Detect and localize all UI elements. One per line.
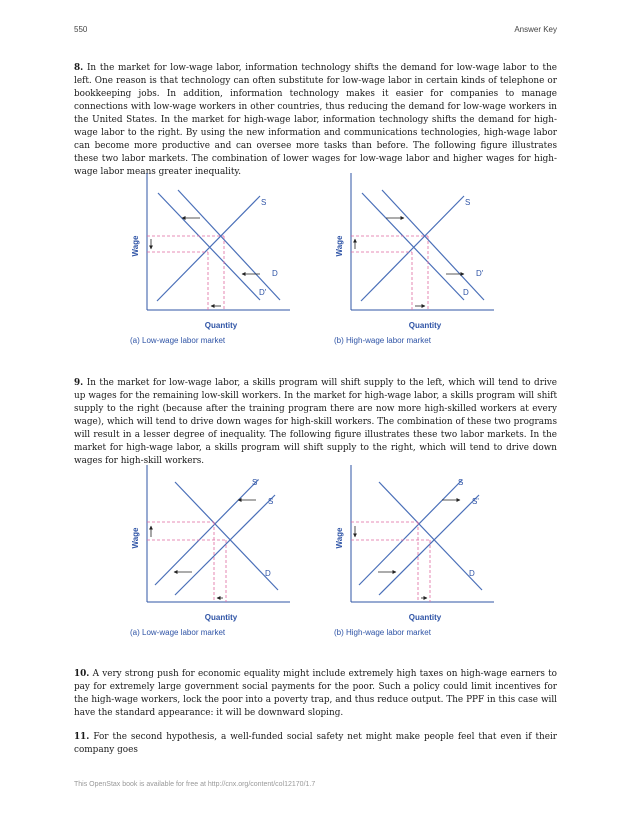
- figure-8: [120, 168, 520, 353]
- supply-label: S: [465, 198, 471, 207]
- answer-number: 10.: [74, 669, 90, 679]
- answer-10: [74, 668, 557, 720]
- figure-9-panel-a: [130, 465, 290, 637]
- answer-number: 8.: [74, 63, 84, 73]
- answer-11: [74, 731, 557, 757]
- figure-caption: (a) Low-wage labor market: [130, 336, 226, 345]
- supply-prime-curve: [379, 495, 479, 595]
- footer-note: This OpenStax book is available for free at http://cnx.org/content/col12170/1.7: [74, 781, 316, 788]
- supply-curve: [361, 196, 464, 301]
- figure-8-panel-a: [130, 173, 290, 345]
- supply-prime-label: S': [472, 497, 479, 506]
- supply-curve: [157, 196, 260, 301]
- figure-8-panel-b: [334, 173, 494, 345]
- answer-text: In the market for low-wage labor, a skills program will shift supply to the left, which will tend to drive up wages for the remaining low-skill workers. In the market for high-wage labor, a skills program will shift supply to the right (because after the training program there are now more high-skilled workers at every wage), which will tend to drive down wages for high-skill workers. The combination of these two programs will result in a lesser degree of inequality. The following figure illustrates these two labor markets. In the market for high-wage labor, a skills program will shift supply to the right, which will tend to drive down wages for high-skill workers.: [74, 378, 558, 466]
- answer-9: [74, 377, 557, 468]
- supply-label: S: [268, 497, 274, 506]
- demand-label: D: [469, 569, 475, 578]
- figure-caption: (a) Low-wage labor market: [130, 628, 226, 637]
- x-axis-label: Quantity: [204, 321, 238, 330]
- demand-label: D: [463, 288, 469, 297]
- demand-prime-label: D': [259, 288, 267, 297]
- demand-curve: [379, 482, 482, 590]
- y-axis-label: Wage: [335, 527, 344, 549]
- supply-curve: [175, 495, 275, 595]
- supply-prime-curve: [155, 480, 258, 585]
- figure-caption: (b) High-wage labor market: [334, 336, 431, 345]
- answer-number: 9.: [74, 378, 84, 388]
- demand-label: D: [265, 569, 271, 578]
- answer-8: [74, 62, 557, 179]
- x-axis-label: Quantity: [204, 613, 238, 622]
- y-axis-label: Wage: [131, 235, 140, 257]
- answer-text: In the market for low-wage labor, information technology shifts the demand for low-wage labor to the left. One reason is that technology can often substitute for low-wage labor in certain kinds of telephone or bookkeeping jobs. In addition, information technology makes it easier for companies to manage connections with low-wage workers in other countries, thus reducing the demand for low-wage workers in the United States. In the market for high-wage labor, information technology shifts the demand for high-wage labor to the right. By using the new information and communications technologies, high-wage labor can become more productive and can oversee more tasks than before. The following figure illustrates these two labor markets. The combination of lower wages for low-wage labor and higher wages for high-wage labor means greater inequality.: [74, 63, 558, 177]
- figure-caption: (b) High-wage labor market: [334, 628, 431, 637]
- answer-number: 11.: [74, 732, 90, 742]
- supply-curve: [359, 480, 462, 585]
- page-number: 550: [74, 25, 88, 34]
- supply-label: S: [261, 198, 267, 207]
- x-axis-label: Quantity: [408, 321, 442, 330]
- demand-prime-label: D': [476, 269, 484, 278]
- answer-text: A very strong push for economic equality might include extremely high taxes on high-wage earners to pay for extremely large government social payments for the poor. Such a policy could limit incentives for the high-wage workers, lock the poor into a poverty trap, and thus reduce output. The PPF in this case will have the standard appearance: it will be downward sloping.: [74, 669, 557, 718]
- answer-text: For the second hypothesis, a well-funded social safety net might make people feel that even if their company goes: [74, 732, 557, 755]
- supply-label: S: [458, 478, 464, 487]
- running-header: Answer Key: [514, 25, 557, 34]
- supply-prime-label: S': [252, 478, 259, 487]
- figure-9: [120, 460, 520, 645]
- x-axis-label: Quantity: [408, 613, 442, 622]
- y-axis-label: Wage: [131, 527, 140, 549]
- demand-label: D: [272, 269, 278, 278]
- y-axis-label: Wage: [335, 235, 344, 257]
- figure-9-panel-b: [334, 465, 494, 637]
- demand-curve: [175, 482, 278, 590]
